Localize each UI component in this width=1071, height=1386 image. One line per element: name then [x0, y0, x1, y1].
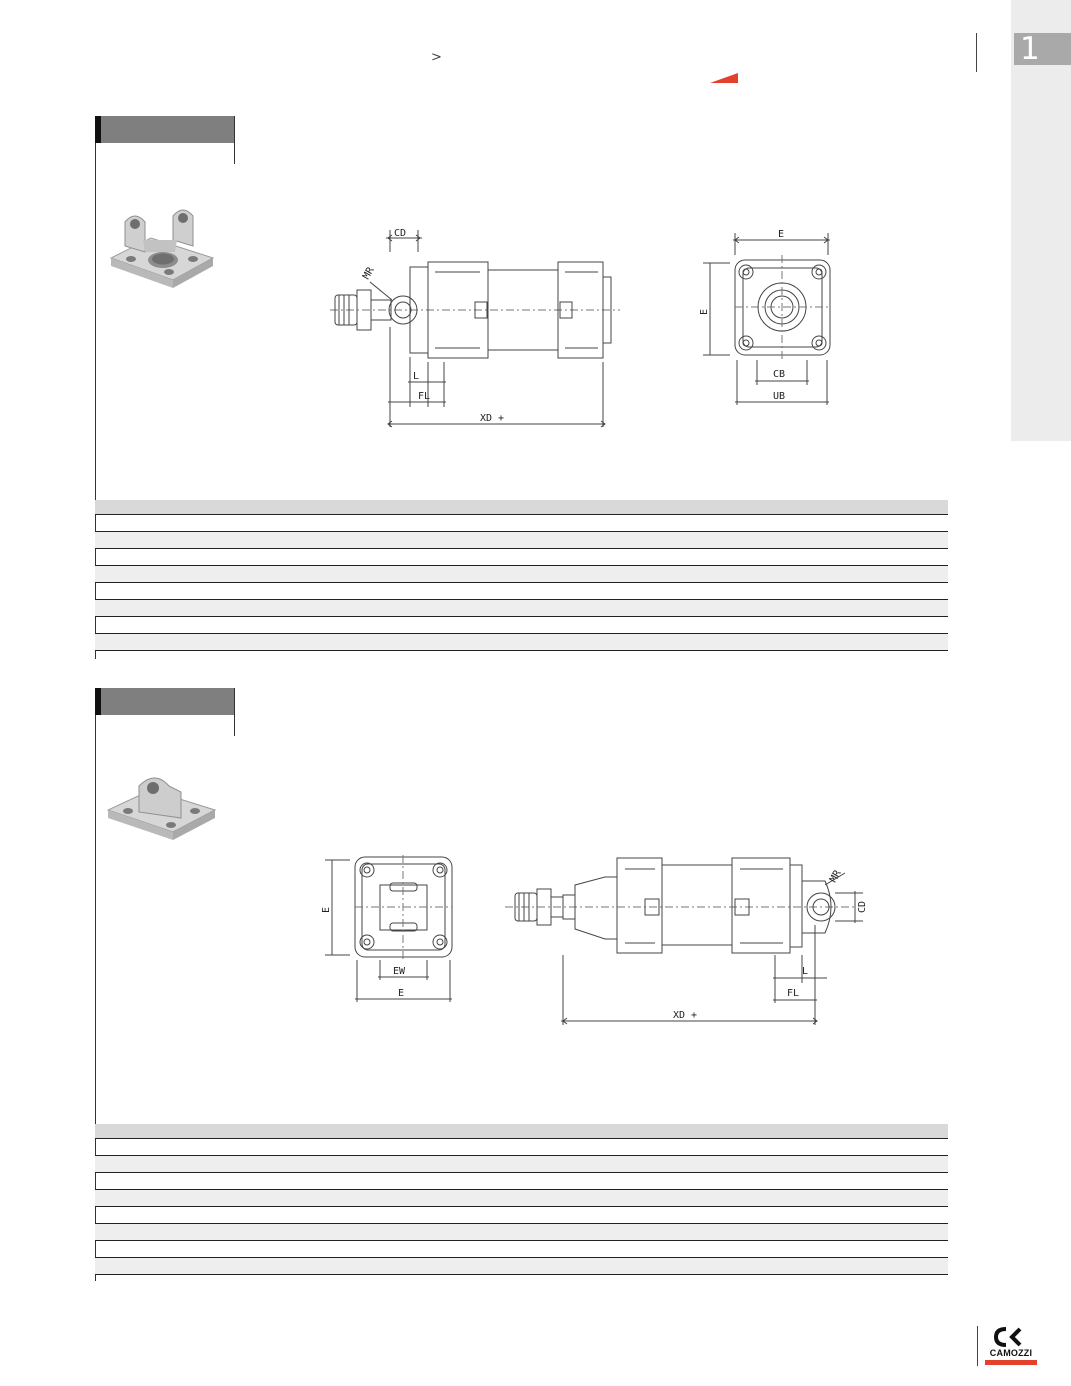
table-row: [95, 1223, 948, 1240]
table-row: [95, 582, 948, 599]
dim-label-fl: FL: [787, 988, 800, 999]
dim-label-ew: EW: [393, 966, 406, 977]
camozzi-logo-icon: [984, 1326, 1038, 1348]
chapter-number: 1: [1020, 31, 1040, 67]
dim-label-xd: XD +: [673, 1010, 698, 1021]
table-row: [95, 514, 948, 531]
dim-label-mr: MR: [828, 868, 844, 885]
section-2-title-bar: [95, 688, 234, 715]
dim-label-e-top: E: [778, 229, 785, 240]
dim-label-e-side: E: [321, 906, 332, 913]
table-bottom-rule: [95, 650, 948, 651]
section-2-table: [95, 1124, 948, 1275]
red-accent-wedge: [710, 73, 740, 83]
dim-label-e-side: E: [699, 308, 710, 315]
breadcrumb-separator: >: [431, 50, 442, 65]
section-1-title-bar: [95, 116, 234, 143]
table-row: [95, 1240, 948, 1257]
section-1-side-view-drawing: [330, 222, 630, 432]
table-row: [95, 599, 948, 616]
table-header-row: [95, 1124, 948, 1138]
table-row: [95, 548, 948, 565]
table-header-row: [95, 500, 948, 514]
table-row: [95, 1189, 948, 1206]
section-2-end-view-drawing: [315, 855, 465, 1005]
dim-label-xd: XD +: [480, 413, 505, 424]
rear-clevis-photo: [103, 200, 218, 295]
section-2-title-divider: [234, 688, 235, 736]
table-row: [95, 531, 948, 548]
dim-label-mr: MR: [361, 265, 377, 282]
table-row: [95, 1257, 948, 1274]
dim-label-l: L: [802, 966, 809, 977]
table-row: [95, 616, 948, 633]
dim-label-cb: CB: [773, 369, 786, 380]
table-row: [95, 1206, 948, 1223]
dim-label-cd: CD: [394, 228, 407, 239]
section-1-table: [95, 500, 948, 651]
dim-label-fl: FL: [418, 391, 431, 402]
section-1-end-view-drawing: [695, 225, 840, 407]
table-row: [95, 1138, 948, 1155]
section-1-title-divider: [234, 116, 235, 164]
dim-label-e-bottom: E: [398, 988, 405, 999]
dim-label-l: L: [413, 371, 420, 382]
camozzi-logo-bar: [985, 1360, 1037, 1365]
section-2-side-view-drawing: [505, 855, 870, 1025]
dim-label-ub: UB: [773, 391, 786, 402]
footer-divider: [977, 1326, 978, 1366]
rear-hinge-photo: [103, 770, 218, 845]
header-divider: [976, 33, 977, 72]
table-bottom-rule: [95, 1274, 948, 1275]
dim-label-cd: CD: [857, 900, 868, 913]
camozzi-logo[interactable]: [984, 1326, 1038, 1368]
table-row: [95, 633, 948, 650]
camozzi-logo-text: CAMOZZI: [989, 1348, 1033, 1358]
table-row: [95, 1155, 948, 1172]
table-row: [95, 1172, 948, 1189]
table-row: [95, 565, 948, 582]
